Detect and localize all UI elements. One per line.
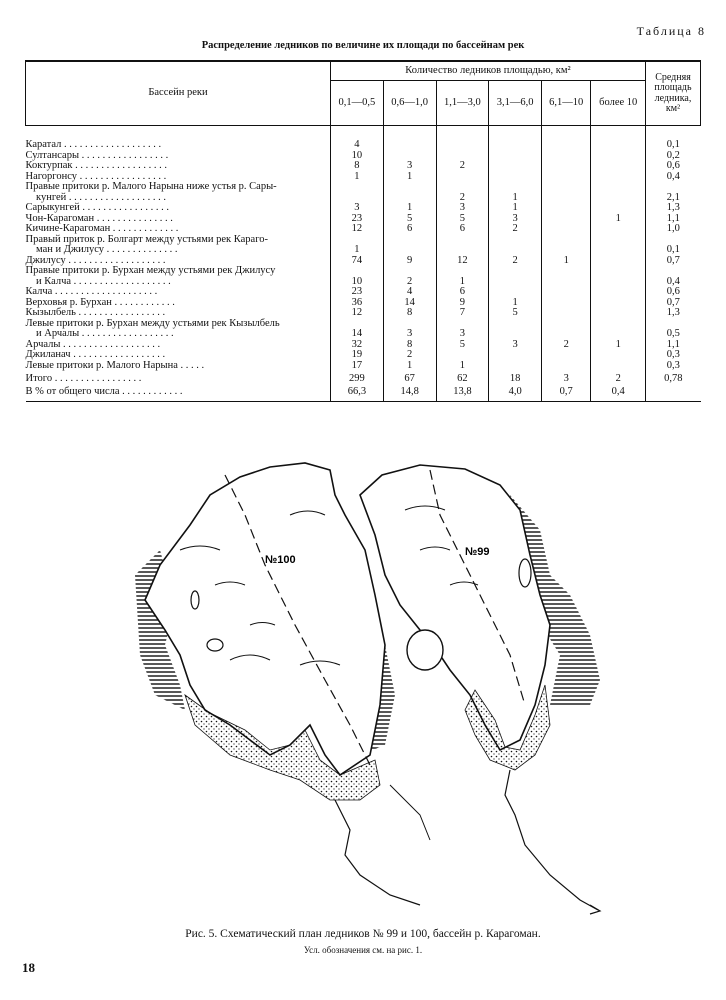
average-cell: 1,1 xyxy=(646,214,701,225)
nunatak-2 xyxy=(519,559,531,587)
count-cell xyxy=(591,203,646,214)
average-cell: 0,1 xyxy=(646,245,701,256)
count-cell: 4,0 xyxy=(489,387,542,402)
table-row xyxy=(26,224,701,235)
average-cell: 0,7 xyxy=(646,256,701,267)
count-cell xyxy=(542,161,591,172)
average-cell: 0,2 xyxy=(646,151,701,162)
basin-name: Правые притоки р. Малого Нарына ниже устья р. Сары- xyxy=(25,181,277,192)
table-row xyxy=(26,371,701,387)
average-cell: 0,4 xyxy=(646,277,701,288)
count-cell: 1 xyxy=(383,203,436,214)
page-number: 18 xyxy=(22,960,35,975)
count-cell: 5 xyxy=(436,214,489,225)
count-cell: 67 xyxy=(383,371,436,387)
count-cell xyxy=(591,172,646,183)
table-title: Распределение ледников по величине их площади по бассейнам рек xyxy=(201,40,525,51)
count-cell: 1 xyxy=(331,245,384,256)
count-cell xyxy=(489,350,542,361)
count-cell: 36 xyxy=(331,298,384,309)
basin-name: Сарыкунгей . . . . . . . . . . . . . . . . . xyxy=(25,202,169,213)
basin-name: Джиланач . . . . . . . . . . . . . . . . . . xyxy=(25,349,166,360)
count-cell xyxy=(591,182,646,193)
count-cell xyxy=(542,140,591,151)
count-cell: 4 xyxy=(383,287,436,298)
count-cell xyxy=(489,266,542,277)
count-cell xyxy=(542,182,591,193)
count-cell xyxy=(383,140,436,151)
basin-name: Чон-Карагоман . . . . . . . . . . . . . . . xyxy=(25,212,173,224)
glacier-distribution-table xyxy=(25,60,701,402)
basin-name: Султансары . . . . . . . . . . . . . . . . . xyxy=(25,149,169,161)
count-cell: 62 xyxy=(436,371,489,387)
count-cell xyxy=(542,245,591,256)
basin-name: Верховья р. Бурхан . . . . . . . . . . . . xyxy=(25,296,175,308)
average-cell: 0,3 xyxy=(646,361,701,372)
count-cell xyxy=(489,287,542,298)
count-cell: 5 xyxy=(489,308,542,319)
average-cell: 0,6 xyxy=(646,287,701,298)
count-cell xyxy=(591,287,646,298)
spacer-cell xyxy=(489,126,542,141)
count-cell xyxy=(542,235,591,246)
size-col-header: 3,1—6,0 xyxy=(489,81,542,126)
basin-name: Калча . . . . . . . . . . . . . . . . . . . . xyxy=(25,286,158,297)
count-cell: 2 xyxy=(436,193,489,204)
basin-name: кунгей . . . . . . . . . . . . . . . . . . . xyxy=(25,191,167,203)
count-cell xyxy=(591,224,646,235)
count-cell: 2 xyxy=(383,277,436,288)
count-cell: 9 xyxy=(436,298,489,309)
count-cell xyxy=(542,151,591,162)
count-cell xyxy=(489,235,542,246)
count-cell xyxy=(542,319,591,330)
average-cell: 1,3 xyxy=(646,308,701,319)
spacer-row xyxy=(26,126,701,141)
count-cell: 14,8 xyxy=(383,387,436,402)
count-cell: 3 xyxy=(383,329,436,340)
glacier-plan-figure xyxy=(120,455,610,930)
count-cell xyxy=(542,277,591,288)
count-cell: 1 xyxy=(436,277,489,288)
basin-name: В % от общего числа . . . . . . . . . . . . xyxy=(26,387,331,402)
average-cell: 0,7 xyxy=(646,298,701,309)
table-row xyxy=(26,361,701,372)
count-cell xyxy=(489,277,542,288)
count-cell xyxy=(591,245,646,256)
average-cell: 0,1 xyxy=(646,140,701,151)
table-row xyxy=(26,287,701,298)
count-cell: 6 xyxy=(383,224,436,235)
count-cell xyxy=(591,308,646,319)
count-cell: 1 xyxy=(489,203,542,214)
stream-99 xyxy=(505,770,598,910)
count-cell: 2 xyxy=(591,371,646,387)
basin-name: Джилусу . . . . . . . . . . . . . . . . . . . xyxy=(25,254,166,266)
count-cell: 19 xyxy=(331,350,384,361)
count-cell: 2 xyxy=(542,340,591,351)
table-row xyxy=(26,266,701,277)
count-cell: 1 xyxy=(436,361,489,372)
count-cell xyxy=(591,256,646,267)
count-cell: 17 xyxy=(331,361,384,372)
count-cell: 1 xyxy=(489,193,542,204)
count-cell: 8 xyxy=(383,308,436,319)
count-cell xyxy=(383,182,436,193)
size-col-header: 0,6—1,0 xyxy=(383,81,436,126)
table-number: Таблица 8 xyxy=(636,24,706,38)
count-cell: 1 xyxy=(591,340,646,351)
average-cell: 1,3 xyxy=(646,203,701,214)
count-cell xyxy=(542,224,591,235)
count-cell xyxy=(591,361,646,372)
count-cell: 14 xyxy=(383,298,436,309)
count-cell: 1 xyxy=(489,298,542,309)
count-cell: 8 xyxy=(331,161,384,172)
count-cell: 0,7 xyxy=(542,387,591,402)
count-cell: 2 xyxy=(436,161,489,172)
count-cell xyxy=(591,298,646,309)
count-cell xyxy=(383,266,436,277)
count-cell: 3 xyxy=(331,203,384,214)
count-cell xyxy=(489,140,542,151)
count-cell: 8 xyxy=(383,340,436,351)
count-cell xyxy=(436,350,489,361)
count-cell: 6 xyxy=(436,287,489,298)
count-cell: 10 xyxy=(331,277,384,288)
table-row xyxy=(26,350,701,361)
count-cell xyxy=(489,361,542,372)
count-cell xyxy=(436,235,489,246)
spacer-cell xyxy=(26,126,331,141)
average-cell: 0,3 xyxy=(646,350,701,361)
count-cell: 299 xyxy=(331,371,384,387)
count-cell xyxy=(542,193,591,204)
basin-name: Кичине-Карагоман . . . . . . . . . . . . . xyxy=(25,223,179,234)
nunatak-3 xyxy=(207,639,223,651)
count-cell xyxy=(591,140,646,151)
count-cell xyxy=(436,172,489,183)
count-cell: 10 xyxy=(331,151,384,162)
count-cell: 7 xyxy=(436,308,489,319)
stream-side xyxy=(390,785,430,840)
basin-name: Коктурпак . . . . . . . . . . . . . . . . . . xyxy=(25,160,168,171)
count-cell xyxy=(489,151,542,162)
count-cell xyxy=(489,329,542,340)
count-cell xyxy=(489,182,542,193)
count-cell xyxy=(591,329,646,340)
count-cell xyxy=(542,298,591,309)
count-cell: 66,3 xyxy=(331,387,384,402)
count-cell: 3 xyxy=(542,371,591,387)
basin-name: Кызылбель . . . . . . . . . . . . . . . . . xyxy=(25,307,166,318)
nunatak-1 xyxy=(407,630,443,670)
spacer-cell xyxy=(331,126,384,141)
count-cell: 1 xyxy=(591,214,646,225)
count-cell xyxy=(383,245,436,256)
count-cell: 9 xyxy=(383,256,436,267)
basin-name: и Калча . . . . . . . . . . . . . . . . . . . xyxy=(25,275,171,287)
count-cell: 1 xyxy=(331,172,384,183)
count-cell xyxy=(591,193,646,204)
count-cell: 1 xyxy=(542,256,591,267)
count-cell: 12 xyxy=(331,308,384,319)
stream-arrow xyxy=(590,905,600,914)
count-cell xyxy=(542,287,591,298)
count-cell xyxy=(542,329,591,340)
basin-name: Итого . . . . . . . . . . . . . . . . . xyxy=(25,373,142,384)
count-cell: 3 xyxy=(436,203,489,214)
spacer-cell xyxy=(591,126,646,141)
count-cell: 3 xyxy=(383,161,436,172)
count-cell xyxy=(591,161,646,172)
basin-name: ман и Джилусу . . . . . . . . . . . . . . xyxy=(25,244,178,255)
header-basin: Бассейн реки xyxy=(26,61,331,126)
figure-caption: Рис. 5. Схематический план ледников № 99 и 100, бассейн р. Карагоман. xyxy=(185,928,541,940)
stream-100 xyxy=(335,800,420,905)
count-cell: 2 xyxy=(489,256,542,267)
count-cell: 32 xyxy=(331,340,384,351)
average-cell: 1,0 xyxy=(646,224,701,235)
count-cell xyxy=(489,172,542,183)
table-body xyxy=(26,126,701,402)
basin-name: Правые притоки р. Бурхан между устьями рек Джилусу xyxy=(25,265,276,276)
basin-name: Арчалы . . . . . . . . . . . . . . . . . . . xyxy=(25,338,161,350)
basin-name: Правый приток р. Болгарт между устьями рек Караго- xyxy=(25,233,268,245)
table-row xyxy=(26,308,701,319)
label-glacier-100: №100 xyxy=(265,554,296,566)
count-cell xyxy=(542,350,591,361)
label-glacier-99: №99 xyxy=(465,546,490,558)
count-cell xyxy=(542,203,591,214)
figure-caption-note: Усл. обозначения см. на рис. 1. xyxy=(303,945,423,955)
average-cell xyxy=(646,182,701,193)
count-cell xyxy=(436,182,489,193)
average-cell: 0,4 xyxy=(646,172,701,183)
average-cell xyxy=(646,266,701,277)
count-cell: 18 xyxy=(489,371,542,387)
size-col-header: 0,1—0,5 xyxy=(331,81,384,126)
average-cell: 0,5 xyxy=(646,329,701,340)
table-row xyxy=(26,182,701,193)
count-cell: 2 xyxy=(489,224,542,235)
count-cell: 5 xyxy=(436,340,489,351)
nunatak-4 xyxy=(191,591,199,609)
count-cell xyxy=(542,266,591,277)
average-cell: 2,1 xyxy=(646,193,701,204)
count-cell xyxy=(489,161,542,172)
count-cell xyxy=(591,277,646,288)
header-average: Средняя площадь ледника, км² xyxy=(646,61,701,126)
count-cell: 23 xyxy=(331,287,384,298)
basin-name: и Арчалы . . . . . . . . . . . . . . . . . . xyxy=(25,328,174,339)
count-cell: 2 xyxy=(383,350,436,361)
count-cell: 14 xyxy=(331,329,384,340)
count-cell xyxy=(591,266,646,277)
count-cell: 12 xyxy=(436,256,489,267)
count-cell xyxy=(436,245,489,256)
count-cell: 6 xyxy=(436,224,489,235)
count-cell xyxy=(591,319,646,330)
average-cell xyxy=(646,387,701,402)
spacer-cell xyxy=(646,126,701,141)
spacer-cell xyxy=(542,126,591,141)
header-count-group: Количество ледников площадью, км² xyxy=(331,61,646,81)
count-cell: 3 xyxy=(489,340,542,351)
count-cell xyxy=(489,245,542,256)
average-cell: 1,1 xyxy=(646,340,701,351)
count-cell: 5 xyxy=(383,214,436,225)
count-cell: 12 xyxy=(331,224,384,235)
basin-name: Нагоргонсу . . . . . . . . . . . . . . . . . xyxy=(25,170,167,182)
basin-name: Каратал . . . . . . . . . . . . . . . . . . . xyxy=(25,139,162,150)
count-cell xyxy=(542,172,591,183)
basin-name: Левые притоки р. Малого Нарына . . . . . xyxy=(25,359,205,371)
count-cell: 3 xyxy=(489,214,542,225)
size-col-header: 1,1—3,0 xyxy=(436,81,489,126)
count-cell: 23 xyxy=(331,214,384,225)
count-cell xyxy=(436,140,489,151)
count-cell xyxy=(436,266,489,277)
table-row xyxy=(26,245,701,256)
count-cell: 4 xyxy=(331,140,384,151)
table-row xyxy=(26,140,701,151)
spacer-cell xyxy=(383,126,436,141)
count-cell: 1 xyxy=(383,172,436,183)
spacer-cell xyxy=(436,126,489,141)
count-cell xyxy=(591,151,646,162)
count-cell xyxy=(542,361,591,372)
count-cell: 0,4 xyxy=(591,387,646,402)
count-cell xyxy=(331,182,384,193)
basin-name: Левые притоки р. Бурхан между устьями рек Кызылбель xyxy=(25,317,280,329)
table-row xyxy=(26,329,701,340)
table-row xyxy=(26,161,701,172)
average-cell: 0,6 xyxy=(646,161,701,172)
size-col-header: более 10 xyxy=(591,81,646,126)
count-cell xyxy=(489,319,542,330)
average-cell: 0,78 xyxy=(646,371,701,387)
count-cell xyxy=(591,350,646,361)
glacier-100-outline xyxy=(145,463,385,775)
count-cell xyxy=(542,214,591,225)
count-cell xyxy=(331,266,384,277)
count-cell: 3 xyxy=(436,329,489,340)
count-cell: 1 xyxy=(383,361,436,372)
table-row xyxy=(26,203,701,214)
table-row xyxy=(26,387,701,402)
count-cell xyxy=(542,308,591,319)
count-cell: 74 xyxy=(331,256,384,267)
count-cell xyxy=(591,235,646,246)
size-col-header: 6,1—10 xyxy=(542,81,591,126)
count-cell xyxy=(383,235,436,246)
count-cell: 13,8 xyxy=(436,387,489,402)
